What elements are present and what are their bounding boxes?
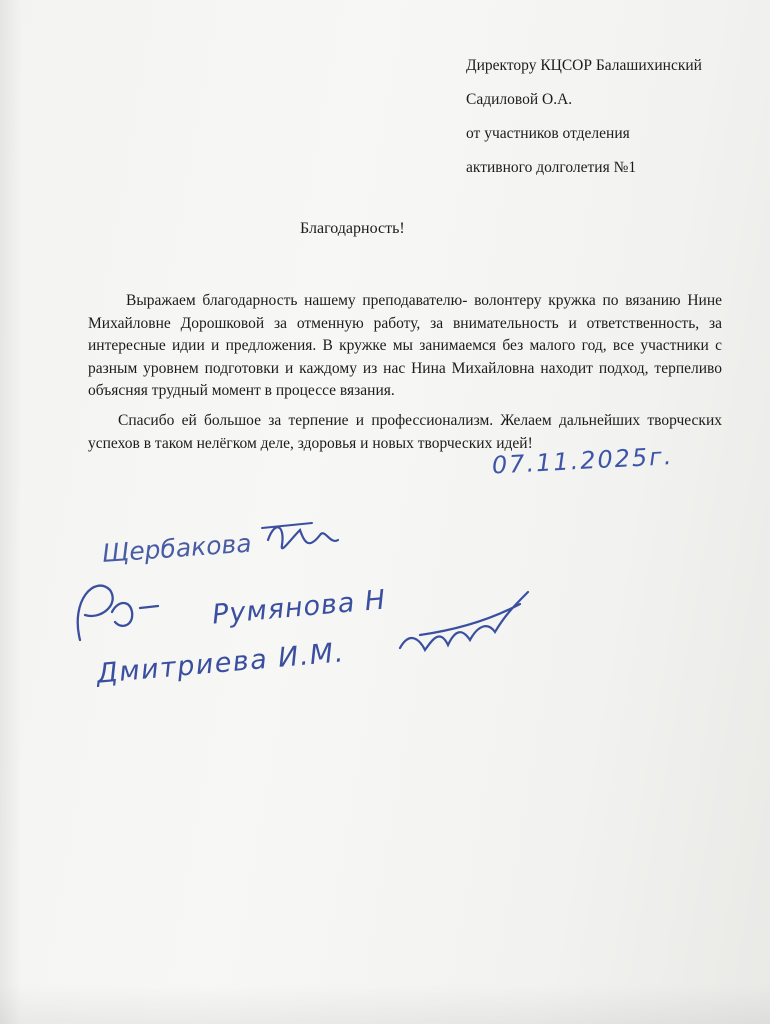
- signature-3-flourish: [400, 592, 528, 650]
- signature-1-underline: [262, 523, 312, 528]
- signature-3-text: Дмитриева И.М.: [95, 637, 346, 690]
- signature-1-flourish: [268, 527, 338, 548]
- addressee-line-3: от участников отделения: [466, 125, 630, 142]
- signature-2-initial-mark: [78, 586, 158, 640]
- signature-1: [101, 523, 338, 568]
- addressee-line-4: активного долголетия №1: [466, 159, 637, 176]
- addressee-line-2: Садиловой О.А.: [466, 91, 573, 108]
- document-title: Благодарность!: [300, 220, 405, 237]
- signature-2: [78, 585, 388, 640]
- handwritten-date: 07.11.2025г.: [491, 442, 675, 480]
- body-paragraph-1: Выражаем благодарность нашему преподавателю- волонтеру кружка по вязанию Нине Михайловне Дорошковой за отменную работу, за внимательность и ответственность, за интересные идии и предложения. В кружке мы занимаемся без малого год, все участники с разным уровнем подготовки и каждому из нас Нина Михайловна находит подход, терпеливо объясняя трудный момент в процессе вязания.: [88, 292, 722, 399]
- addressee-line-1: Директору КЦСОР Балашихинский: [466, 57, 702, 74]
- signature-2-text: Румянова Н: [210, 584, 388, 631]
- signature-1-text: Щербакова: [100, 528, 253, 569]
- body-paragraph-2: Спасибо ей большое за терпение и профессионализм. Желаем дальнейших творческих успехов в таком нелёгком деле, здоровья и новых творческих идей!: [88, 412, 722, 452]
